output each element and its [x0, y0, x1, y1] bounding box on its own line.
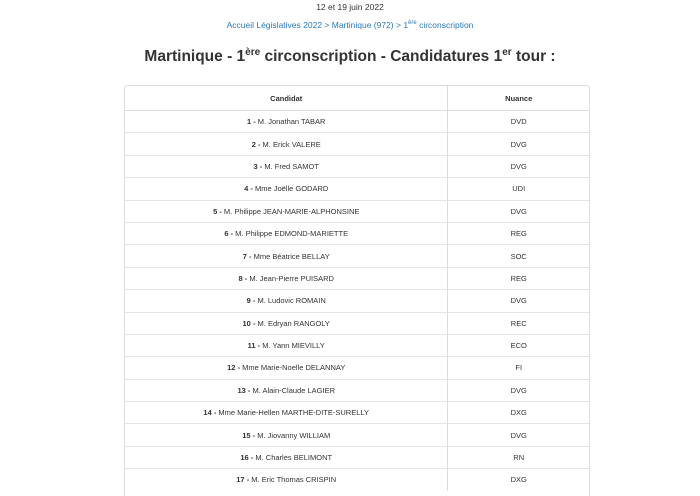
- candidate-cell: [125, 133, 448, 155]
- candidate-number: 6 -: [224, 229, 234, 239]
- candidate-number: 11 -: [247, 341, 261, 351]
- candidate-cell: [125, 469, 448, 491]
- candidate-number: 8 -: [238, 273, 248, 283]
- candidate-name: M. Edryan RANGOLY: [255, 318, 330, 328]
- candidate-name: M. Yann MIEVILLY: [260, 341, 325, 351]
- table-row: [125, 133, 589, 155]
- nuance-cell: DXG: [448, 402, 589, 424]
- election-date: 12 et 19 juin 2022: [316, 2, 384, 12]
- nuance-cell: FI: [448, 357, 589, 379]
- candidate-number: 12 -: [227, 363, 241, 373]
- table-row: [125, 446, 589, 468]
- nuance-cell: ECO: [448, 334, 589, 356]
- table-row: [125, 379, 589, 401]
- nuance-cell: RN: [448, 446, 589, 468]
- candidate-name: Mme Béatrice BELLAY: [251, 251, 330, 261]
- column-header-nuance: Nuance: [448, 86, 589, 111]
- candidate-cell: [125, 357, 448, 379]
- table-row: [125, 155, 589, 177]
- candidate-cell: [125, 446, 448, 468]
- candidate-number: 4 -: [244, 184, 253, 194]
- table-row: [125, 334, 589, 356]
- candidate-cell: [125, 424, 448, 446]
- title-part1: Martinique - 1: [144, 48, 246, 66]
- candidate-cell: [125, 290, 448, 312]
- candidate-name: M. Fred SAMOT: [262, 161, 319, 171]
- candidate-cell: [125, 245, 448, 267]
- table-row: [125, 424, 589, 446]
- table-row: [125, 469, 589, 491]
- candidate-cell: [125, 334, 448, 356]
- nuance-cell: DVD: [510, 117, 527, 127]
- candidate-number: 2 -: [251, 139, 261, 149]
- candidate-cell: [125, 111, 448, 133]
- table-row: [125, 290, 589, 312]
- breadcrumb-circonscription-link[interactable]: [403, 20, 473, 30]
- breadcrumb-circ-sup: ère: [408, 20, 417, 27]
- table-row: [125, 178, 589, 200]
- candidate-name: M. Alain-Claude LAGIER: [250, 385, 335, 395]
- table-row: [125, 402, 589, 424]
- nuance-cell: SOC: [448, 245, 589, 267]
- candidate-cell: [125, 155, 448, 177]
- candidate-name: Mme Marie-Noelle DELANNAY: [240, 363, 346, 373]
- nuance-cell: DVG: [448, 133, 589, 155]
- page-title: [0, 47, 700, 66]
- title-part2: circonscription - Candidatures 1: [260, 48, 503, 66]
- candidate-cell: [125, 312, 448, 334]
- candidate-number: 17 -: [236, 475, 250, 485]
- candidate-cell: [125, 402, 448, 424]
- candidate-name: Mme Joëlle GODARD: [252, 184, 329, 194]
- nuance-cell: DVG: [448, 155, 589, 177]
- table-row: [125, 111, 589, 133]
- candidate-number: 15 -: [242, 430, 256, 440]
- table-row: [125, 357, 589, 379]
- candidate-cell: [125, 267, 448, 289]
- column-header-candidate: Candidat: [125, 86, 448, 111]
- nuance-cell: REC: [448, 312, 589, 334]
- candidate-number: 9 -: [246, 296, 256, 306]
- candidate-name: M. Charles BELIMONT: [253, 453, 333, 463]
- candidate-name: M. Jiovanny WILLIAM: [255, 430, 331, 440]
- nuance-cell: DVG: [448, 424, 589, 446]
- breadcrumb-separator: >: [393, 20, 404, 30]
- candidate-cell: [125, 200, 448, 222]
- candidate-number: 10 -: [242, 318, 256, 328]
- table-row: [125, 267, 589, 289]
- title-sup1: ère: [245, 47, 261, 58]
- title-sup2: er: [502, 47, 512, 58]
- breadcrumb-home-link[interactable]: Accueil Législatives 2022: [226, 20, 323, 30]
- nuance-cell: UDI: [448, 178, 589, 200]
- nuance-cell: DVG: [448, 379, 589, 401]
- breadcrumb-circ-number: 1: [403, 20, 409, 30]
- table-row: [125, 222, 589, 244]
- candidate-name: M. Jean-Pierre PUISARD: [247, 273, 334, 283]
- candidate-name: M. Philippe EDMOND-MARIETTE: [233, 229, 349, 239]
- breadcrumb-circ-text: circonscription: [416, 20, 474, 30]
- title-part3: tour :: [511, 48, 556, 66]
- candidate-number: 14 -: [203, 408, 217, 418]
- candidate-cell: [125, 379, 448, 401]
- candidates-table-container: [124, 85, 590, 496]
- nuance-cell: REG: [448, 222, 589, 244]
- candidate-name: Mme Marie-Hellen MARTHE-DITE-SURELLY: [216, 408, 370, 418]
- table-row: [125, 200, 589, 222]
- table-header-row: [125, 86, 589, 111]
- candidate-cell: [125, 178, 448, 200]
- table-row: [125, 245, 589, 267]
- candidate-name: M. Philippe JEAN-MARIE-ALPHONSINE: [221, 206, 360, 216]
- nuance-cell: DVG: [448, 200, 589, 222]
- candidate-number: 16 -: [240, 453, 254, 463]
- table-row: [125, 312, 589, 334]
- breadcrumb-separator: >: [322, 20, 332, 30]
- candidates-table: [125, 86, 589, 491]
- candidate-name: M. Eric Thomas CRISPIN: [249, 475, 337, 485]
- candidate-number: 5 -: [213, 206, 222, 216]
- candidate-number: 1 -: [246, 117, 256, 127]
- candidate-name: M. Ludovic ROMAIN: [255, 296, 326, 306]
- candidate-name: M. Erick VALERE: [260, 139, 321, 149]
- breadcrumb-region-link[interactable]: Martinique (972): [331, 20, 394, 30]
- candidate-number: 3 -: [253, 161, 263, 171]
- candidate-number: 7 -: [242, 251, 252, 261]
- nuance-cell: DVG: [448, 290, 589, 312]
- breadcrumb: [0, 20, 700, 30]
- nuance-cell: REG: [448, 267, 589, 289]
- candidate-name: M. Jonathan TABAR: [255, 117, 326, 127]
- candidate-cell: [125, 222, 448, 244]
- nuance-cell: DXG: [448, 469, 589, 491]
- candidate-number: 13 -: [237, 385, 251, 395]
